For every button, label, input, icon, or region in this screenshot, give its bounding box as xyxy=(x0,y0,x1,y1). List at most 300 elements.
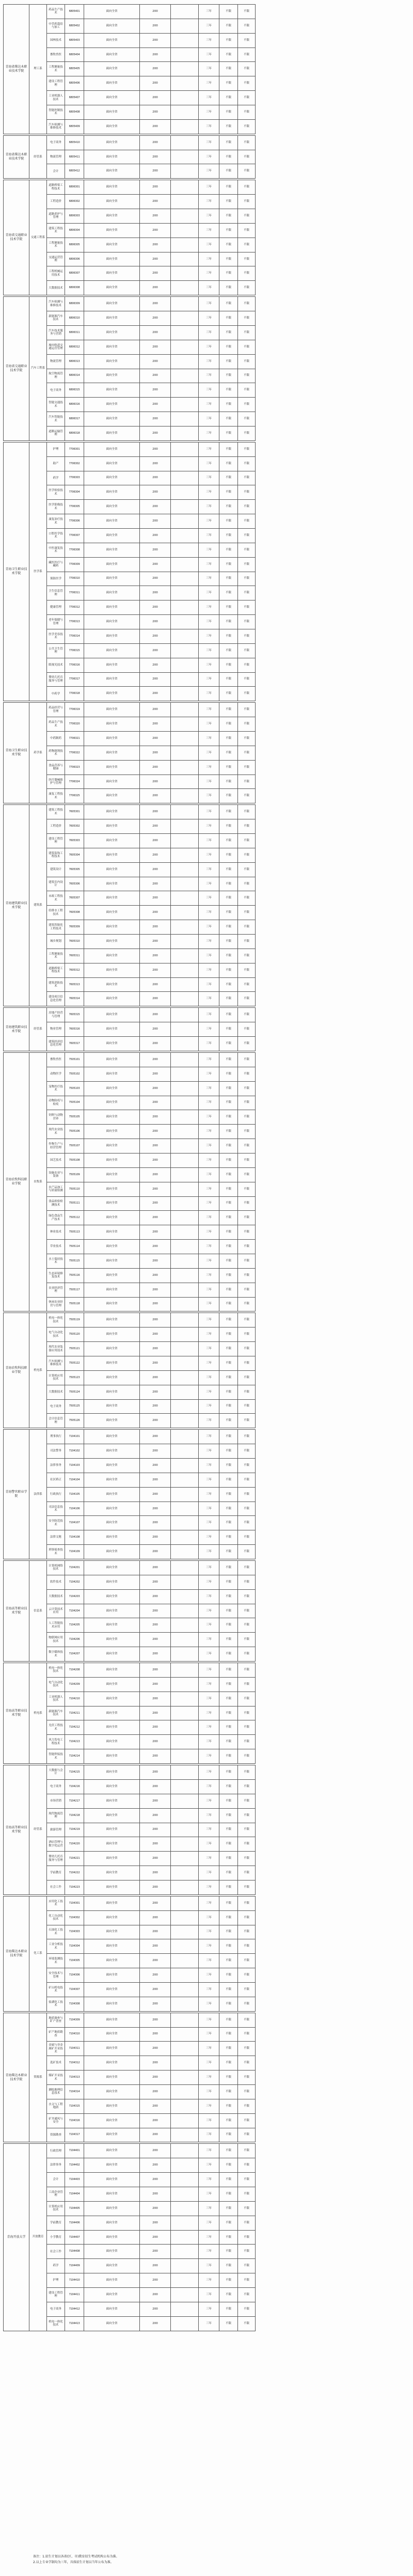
note-line-2: 2.以上专业学制均为三年，具体招生计划以当年公布为准。 xyxy=(33,2561,114,2564)
plan-count-cell: 200 xyxy=(152,2119,158,2122)
major-code-cell: 7505104 xyxy=(69,1101,80,1104)
major-code-cell: 7104309 xyxy=(69,2018,80,2021)
major-code-cell: 6805405 xyxy=(69,67,80,71)
remark-b-cell: 不限 xyxy=(243,562,249,566)
category-cell: 面向全省 xyxy=(106,96,118,100)
remark-a-cell: 不限 xyxy=(225,1668,231,1671)
remark-a-cell: 不限 xyxy=(225,1202,231,1205)
duration-cell: 三年 xyxy=(205,736,212,740)
remark-a-cell: 不限 xyxy=(225,316,231,320)
remark-a-cell: 不限 xyxy=(225,67,231,71)
duration-cell: 三年 xyxy=(205,839,212,842)
remark-b-cell: 不限 xyxy=(243,1216,249,1220)
remark-a-cell: 不限 xyxy=(225,548,231,551)
duration-cell: 三年 xyxy=(205,1390,212,1394)
major-code-cell: 7104317 xyxy=(69,2133,80,2137)
category-cell: 面向全省 xyxy=(106,1057,118,1061)
duration-cell: 三年 xyxy=(205,1682,212,1686)
duration-cell: 三年 xyxy=(205,591,212,595)
duration-cell: 三年 xyxy=(205,1697,212,1700)
tuition-cell xyxy=(171,658,198,672)
major-name-cell: 电子商务 xyxy=(50,1785,61,1789)
remark-b-cell: 不限 xyxy=(243,925,249,929)
category-cell: 面向全省 xyxy=(106,1594,118,1598)
category-cell: 面向全省 xyxy=(106,765,118,769)
major-code-cell: 7706308 xyxy=(69,548,80,551)
category-cell: 面向全省 xyxy=(106,1086,118,1090)
duration-cell: 三年 xyxy=(205,1130,212,1133)
tuition-cell xyxy=(171,426,198,440)
duration-cell: 三年 xyxy=(205,2235,212,2239)
major-code-cell: 7706320 xyxy=(69,722,80,726)
plan-count-cell: 200 xyxy=(152,794,158,798)
major-code-cell: 7104303 xyxy=(69,1930,80,1934)
tuition-cell xyxy=(171,1706,198,1720)
category-cell: 面向全省 xyxy=(106,997,118,1001)
major-code-cell: 7104208 xyxy=(69,1668,80,1671)
remark-a-cell: 不限 xyxy=(225,1623,231,1627)
plan-count-cell: 200 xyxy=(152,1041,158,1045)
tuition-cell xyxy=(171,1618,198,1632)
tuition-cell xyxy=(171,2317,198,2331)
major-name-cell: 会计 xyxy=(53,2178,59,2182)
plan-count-cell: 200 xyxy=(152,2002,158,2005)
plan-count-cell: 200 xyxy=(152,1028,158,1031)
remark-b-cell: 不限 xyxy=(243,2133,249,2137)
major-code-cell: 7505112 xyxy=(69,1216,80,1220)
major-code-cell: 7605310 xyxy=(69,939,80,943)
remark-b-cell: 不限 xyxy=(243,214,249,217)
major-code-cell: 7706314 xyxy=(69,634,80,638)
duration-cell: 三年 xyxy=(205,1885,212,1889)
remark-b-cell: 不限 xyxy=(243,2163,249,2167)
major-name-cell: 会计 xyxy=(53,169,59,173)
remark-a-cell: 不限 xyxy=(225,1463,231,1467)
duration-cell: 三年 xyxy=(205,1376,212,1379)
plan-count-cell: 200 xyxy=(152,1173,158,1176)
remark-b-cell: 不限 xyxy=(243,110,249,114)
plan-count-cell: 200 xyxy=(152,2235,158,2239)
major-name-cell: 林业技术 xyxy=(50,1230,61,1234)
remark-b-cell: 不限 xyxy=(243,2018,249,2021)
duration-cell: 三年 xyxy=(205,1288,212,1291)
tuition-cell xyxy=(171,834,198,848)
remark-a-cell: 不限 xyxy=(225,708,231,712)
plan-count-cell: 200 xyxy=(152,417,158,420)
category-cell: 面向全省 xyxy=(106,214,118,217)
plan-count-cell: 200 xyxy=(152,1390,158,1394)
major-name-cell: 大数据技术 xyxy=(49,286,63,290)
tuition-cell xyxy=(171,1997,198,2011)
tuition-cell xyxy=(171,457,198,471)
category-cell: 面向全省 xyxy=(106,1478,118,1481)
category-cell: 面向全省 xyxy=(106,708,118,712)
category-cell: 面向全省 xyxy=(106,1302,118,1306)
major-name-cell: 法律事务 xyxy=(50,1464,61,1467)
duration-cell: 三年 xyxy=(205,1347,212,1351)
remark-a-cell: 不限 xyxy=(225,2047,231,2050)
major-name-cell: 道路桥梁工程技术 xyxy=(49,967,63,974)
category-cell: 面向全省 xyxy=(106,2163,118,2167)
major-code-cell: 7505118 xyxy=(69,1302,80,1306)
major-code-cell: 7505124 xyxy=(69,1390,80,1394)
grid-line-horizontal xyxy=(3,440,256,441)
remark-b-cell: 不限 xyxy=(243,200,249,203)
major-name-cell: 会计信息管理 xyxy=(49,1417,63,1424)
tuition-cell xyxy=(171,848,198,862)
category-cell: 面向全省 xyxy=(106,1419,118,1423)
remark-b-cell: 不限 xyxy=(243,2307,249,2311)
duration-cell: 三年 xyxy=(205,243,212,246)
duration-cell: 三年 xyxy=(205,330,212,334)
remark-b-cell: 不限 xyxy=(243,2192,249,2195)
major-name-cell: 园林技术 xyxy=(50,38,61,42)
remark-a-cell: 不限 xyxy=(225,2235,231,2239)
tuition-cell xyxy=(171,136,198,150)
major-code-cell: 6805411 xyxy=(69,155,80,159)
duration-cell: 三年 xyxy=(205,1492,212,1496)
tuition-cell xyxy=(171,1968,198,1982)
major-name-cell: 安全防范技术 xyxy=(49,1520,63,1526)
tuition-cell xyxy=(171,2114,198,2128)
plan-count-cell: 200 xyxy=(152,96,158,100)
category-cell: 面向全省 xyxy=(106,302,118,306)
major-name-cell: 煤矿开采技术 xyxy=(49,2074,63,2081)
duration-cell: 三年 xyxy=(205,722,212,726)
category-cell: 面向全省 xyxy=(106,867,118,871)
major-name-cell: 应用化工技术 xyxy=(49,1900,63,1907)
tuition-cell xyxy=(171,1749,198,1763)
major-code-cell: 6805408 xyxy=(69,110,80,114)
department-cell: 法律系 xyxy=(34,1492,42,1496)
tuition-cell xyxy=(171,1053,198,1067)
tuition-cell xyxy=(171,19,198,33)
major-code-cell: 7706321 xyxy=(69,736,80,740)
major-name-cell: 测绘地理信息技术 xyxy=(49,2088,63,2095)
duration-cell: 三年 xyxy=(205,751,212,754)
duration-cell: 三年 xyxy=(205,2119,212,2122)
major-name-cell: 工程测量技术 xyxy=(49,66,63,72)
tuition-cell xyxy=(171,761,198,775)
plan-count-cell: 200 xyxy=(152,925,158,929)
major-code-cell: 7104401 xyxy=(69,2149,80,2153)
school-name-cell: 青海省交通职业技术学院 xyxy=(5,233,27,242)
remark-a-cell: 不限 xyxy=(225,722,231,726)
tuition-cell xyxy=(171,209,198,223)
plan-count-cell: 200 xyxy=(152,1419,158,1423)
category-cell: 面向全省 xyxy=(106,577,118,580)
major-name-cell: 医学美容技术 xyxy=(49,633,63,640)
major-code-cell: 7104411 xyxy=(69,2293,80,2296)
major-name-cell: 电子商务 xyxy=(50,388,61,392)
tuition-cell xyxy=(171,1168,198,1182)
category-cell: 面向全省 xyxy=(106,663,118,667)
duration-cell: 三年 xyxy=(205,302,212,306)
major-name-cell: 护理 xyxy=(53,2279,59,2282)
remark-a-cell: 不限 xyxy=(225,853,231,857)
major-code-cell: 7505102 xyxy=(69,1072,80,1076)
remark-b-cell: 不限 xyxy=(243,810,249,814)
school-name-cell: 青海卫生职业技术学院 xyxy=(5,749,27,757)
tuition-cell xyxy=(171,978,198,992)
remark-a-cell: 不限 xyxy=(225,1770,231,1774)
major-name-cell: 卫生信息管理 xyxy=(49,590,63,596)
category-cell: 面向全省 xyxy=(106,1492,118,1496)
tuition-cell xyxy=(171,2085,198,2099)
major-name-cell: 健康管理 xyxy=(50,606,61,609)
remark-a-cell: 不限 xyxy=(225,1302,231,1306)
duration-cell: 三年 xyxy=(205,1259,212,1262)
major-name-cell: 道路桥梁工程技术 xyxy=(49,184,63,191)
plan-count-cell: 200 xyxy=(152,185,158,189)
major-code-cell: 7505122 xyxy=(69,1361,80,1365)
major-code-cell: 6806305 xyxy=(69,243,80,246)
major-name-cell: 药品生产技术 xyxy=(49,8,63,15)
plan-count-cell: 200 xyxy=(152,1404,158,1408)
category-cell: 面向全省 xyxy=(106,1361,118,1365)
remark-a-cell: 不限 xyxy=(225,1449,231,1453)
duration-cell: 三年 xyxy=(205,2264,212,2268)
duration-cell: 三年 xyxy=(205,431,212,435)
tuition-cell xyxy=(171,383,198,397)
remark-a-cell: 不限 xyxy=(225,736,231,740)
remark-b-cell: 不限 xyxy=(243,1347,249,1351)
plan-count-cell: 200 xyxy=(152,1885,158,1889)
remark-a-cell: 不限 xyxy=(225,2061,231,2065)
major-code-cell: 7605316 xyxy=(69,1028,80,1031)
plan-count-cell: 200 xyxy=(152,2133,158,2137)
remark-b-cell: 不限 xyxy=(243,780,249,783)
plan-count-cell: 200 xyxy=(152,476,158,480)
plan-count-cell: 200 xyxy=(152,431,158,435)
tuition-cell xyxy=(171,1342,198,1356)
remark-a-cell: 不限 xyxy=(225,1028,231,1031)
major-code-cell: 6805402 xyxy=(69,24,80,27)
duration-cell: 三年 xyxy=(205,1594,212,1598)
major-name-cell: 建设项目信息化管理 xyxy=(49,995,63,1002)
tuition-cell xyxy=(171,1925,198,1939)
remark-b-cell: 不限 xyxy=(243,1361,249,1365)
major-name-cell: 医学检验技术 xyxy=(49,489,63,496)
remark-a-cell: 不限 xyxy=(225,1288,231,1291)
remark-a-cell: 不限 xyxy=(225,780,231,783)
tuition-cell xyxy=(171,1110,198,1124)
plan-count-cell: 200 xyxy=(152,53,158,56)
major-name-cell: 司法警务 xyxy=(50,1449,61,1453)
major-code-cell: 7605314 xyxy=(69,997,80,1001)
category-cell: 面向全省 xyxy=(106,2235,118,2239)
remark-a-cell: 不限 xyxy=(225,1828,231,1831)
category-cell: 面向全省 xyxy=(106,692,118,696)
major-name-cell: 建筑工程技术 xyxy=(49,227,63,234)
remark-b-cell: 不限 xyxy=(243,677,249,681)
major-name-cell: 电子商务 xyxy=(50,140,61,144)
plan-count-cell: 200 xyxy=(152,403,158,406)
remark-b-cell: 不限 xyxy=(243,1041,249,1045)
remark-b-cell: 不限 xyxy=(243,1885,249,1889)
tuition-cell xyxy=(171,1516,198,1530)
remark-b-cell: 不限 xyxy=(243,825,249,828)
tuition-cell xyxy=(171,1823,198,1837)
department-cell: 交通工程系 xyxy=(30,235,45,239)
remark-a-cell: 不限 xyxy=(225,649,231,652)
category-cell: 面向全省 xyxy=(106,462,118,465)
tuition-cell xyxy=(171,789,198,803)
duration-cell: 三年 xyxy=(205,1158,212,1162)
major-name-cell: 云计算技术应用 xyxy=(49,1607,63,1615)
category-cell: 面向全省 xyxy=(106,620,118,624)
tuition-cell xyxy=(171,1254,198,1268)
tuition-cell xyxy=(171,1692,198,1706)
duration-cell: 三年 xyxy=(205,1230,212,1234)
major-code-cell: 6805406 xyxy=(69,82,80,85)
category-cell: 面向全省 xyxy=(106,634,118,638)
duration-cell: 三年 xyxy=(205,140,212,144)
category-cell: 面向全省 xyxy=(106,983,118,986)
category-cell: 面向全省 xyxy=(106,431,118,435)
tuition-cell xyxy=(171,1022,198,1036)
remark-b-cell: 不限 xyxy=(243,1202,249,1205)
category-cell: 面向全省 xyxy=(106,1390,118,1394)
major-code-cell: 6805401 xyxy=(69,9,80,13)
tuition-cell xyxy=(171,1678,198,1692)
remark-b-cell: 不限 xyxy=(243,185,249,189)
duration-cell: 三年 xyxy=(205,1945,212,1948)
major-name-cell: 行政执行 xyxy=(50,1492,61,1496)
duration-cell: 三年 xyxy=(205,1580,212,1584)
duration-cell: 三年 xyxy=(205,1333,212,1336)
grid-line-vertical xyxy=(255,1429,256,1559)
major-code-cell: 7104107 xyxy=(69,1521,80,1525)
category-cell: 面向全省 xyxy=(106,2293,118,2296)
tuition-cell xyxy=(171,1647,198,1661)
duration-cell: 三年 xyxy=(205,2018,212,2021)
plan-count-cell: 200 xyxy=(152,169,158,173)
plan-count-cell: 200 xyxy=(152,1652,158,1656)
tuition-cell xyxy=(171,1153,198,1167)
category-cell: 面向全省 xyxy=(106,140,118,144)
tuition-cell xyxy=(171,120,198,134)
plan-count-cell: 200 xyxy=(152,1755,158,1758)
plan-count-cell: 200 xyxy=(152,1086,158,1090)
remark-b-cell: 不限 xyxy=(243,1770,249,1774)
major-name-cell: 护理 xyxy=(53,447,59,451)
category-cell: 面向全省 xyxy=(106,1376,118,1379)
major-name-cell: 机电一体化技术 xyxy=(49,2320,63,2327)
tuition-cell xyxy=(171,2042,198,2056)
category-cell: 面向全省 xyxy=(106,794,118,798)
major-name-cell: 汽车检测与维修技术 xyxy=(49,301,63,307)
plan-count-cell: 200 xyxy=(152,2192,158,2195)
major-name-cell: 建筑消防技术 xyxy=(49,981,63,988)
remark-a-cell: 不限 xyxy=(225,1435,231,1439)
plan-count-cell: 200 xyxy=(152,2178,158,2182)
plan-count-cell: 200 xyxy=(152,2090,158,2093)
duration-cell: 三年 xyxy=(205,606,212,609)
tuition-cell xyxy=(171,514,198,528)
remark-a-cell: 不限 xyxy=(225,2018,231,2021)
remark-a-cell: 不限 xyxy=(225,1536,231,1539)
duration-cell: 三年 xyxy=(205,1536,212,1539)
remark-b-cell: 不限 xyxy=(243,983,249,986)
major-name-cell: 物流管理 xyxy=(50,155,61,159)
major-name-cell: 公共卫生管理 xyxy=(49,647,63,654)
remark-b-cell: 不限 xyxy=(243,1799,249,1803)
tuition-cell xyxy=(171,180,198,194)
major-code-cell: 7104308 xyxy=(69,2002,80,2005)
remark-b-cell: 不限 xyxy=(243,124,249,128)
category-cell: 面向全省 xyxy=(106,1507,118,1510)
grid-line-vertical xyxy=(255,4,256,134)
category-cell: 面向全省 xyxy=(106,1987,118,1991)
category-cell: 面向全省 xyxy=(106,562,118,566)
remark-a-cell: 不限 xyxy=(225,476,231,480)
duration-cell: 三年 xyxy=(205,2061,212,2065)
plan-count-cell: 200 xyxy=(152,519,158,523)
major-name-cell: 现代物流管理 xyxy=(49,1812,63,1819)
major-name-cell: 行政管理 xyxy=(50,2149,61,2153)
category-cell: 面向全省 xyxy=(106,1536,118,1539)
tuition-cell xyxy=(171,1880,198,1894)
plan-count-cell: 200 xyxy=(152,462,158,465)
remark-b-cell: 不限 xyxy=(243,2061,249,2065)
remark-a-cell: 不限 xyxy=(225,9,231,13)
duration-cell: 三年 xyxy=(205,447,212,451)
remark-a-cell: 不限 xyxy=(225,1916,231,1919)
category-cell: 面向全省 xyxy=(106,911,118,914)
major-code-cell: 7505106 xyxy=(69,1130,80,1133)
major-name-cell: 法律事务 xyxy=(50,2163,61,2167)
remark-b-cell: 不限 xyxy=(243,1580,249,1584)
duration-cell: 三年 xyxy=(205,1871,212,1874)
remark-b-cell: 不限 xyxy=(243,1726,249,1729)
plan-count-cell: 200 xyxy=(152,2032,158,2036)
duration-cell: 三年 xyxy=(205,925,212,929)
plan-count-cell: 200 xyxy=(152,228,158,232)
duration-cell: 三年 xyxy=(205,2133,212,2137)
major-name-cell: 光伏工程技术 xyxy=(49,1724,63,1731)
major-name-cell: 作物生产与经营管理 xyxy=(49,1143,63,1149)
remark-a-cell: 不限 xyxy=(225,1755,231,1758)
major-code-cell: 7104218 xyxy=(69,1813,80,1817)
major-code-cell: 6806301 xyxy=(69,185,80,189)
major-code-cell: 7605309 xyxy=(69,925,80,929)
major-code-cell: 7505120 xyxy=(69,1333,80,1336)
remark-b-cell: 不限 xyxy=(243,736,249,740)
remark-b-cell: 不限 xyxy=(243,839,249,842)
major-code-cell: 7104213 xyxy=(69,1740,80,1744)
major-code-cell: 7104101 xyxy=(69,1435,80,1439)
plan-count-cell: 200 xyxy=(152,286,158,290)
category-cell: 面向全省 xyxy=(106,403,118,406)
remark-b-cell: 不限 xyxy=(243,1813,249,1817)
remark-b-cell: 不限 xyxy=(243,1959,249,1963)
major-name-cell: 软件技术 xyxy=(50,1581,61,1584)
tuition-cell xyxy=(171,34,198,48)
remark-a-cell: 不限 xyxy=(225,2163,231,2167)
major-name-cell: 婴幼儿托育服务与管理 xyxy=(49,676,63,683)
major-code-cell: 7104304 xyxy=(69,1945,80,1948)
tuition-cell xyxy=(171,2302,198,2316)
major-code-cell: 7104408 xyxy=(69,2250,80,2253)
duration-cell: 三年 xyxy=(205,1784,212,1788)
plan-count-cell: 200 xyxy=(152,1361,158,1365)
tuition-cell xyxy=(171,2013,198,2027)
duration-cell: 三年 xyxy=(205,1623,212,1627)
major-code-cell: 7104307 xyxy=(69,1987,80,1991)
remark-a-cell: 不限 xyxy=(225,1245,231,1249)
department-cell: 农牧系 xyxy=(34,1180,42,1183)
